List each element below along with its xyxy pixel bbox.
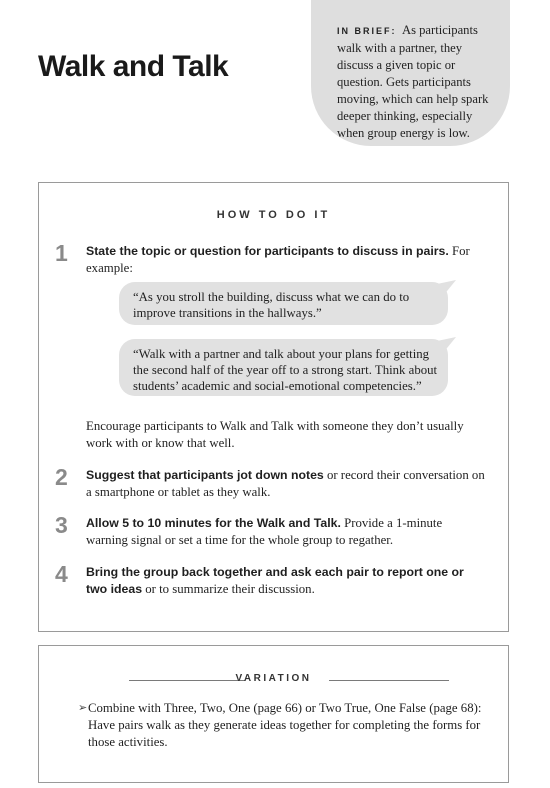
step-text [86, 467, 486, 501]
step-rest: Provide a 1-minute warning signal or set a time for the whole group to regather. [86, 516, 443, 547]
step-lead: Allow 5 to 10 minutes for the Walk and Talk. [86, 516, 341, 530]
step-lead: Suggest that participants jot down notes [86, 468, 324, 482]
example-quote: “As you stroll the building, discuss what we can do to improve transitions in the hallways.” [133, 290, 410, 320]
step-number: 1 [55, 240, 68, 266]
step-text [86, 515, 486, 549]
how-to-heading: HOW TO DO IT [216, 209, 331, 221]
example-quote: “Walk with a partner and talk about your plans for getting the second half of the year off to a strong start. Think about students’ academic and social-emotional competencies.” [133, 347, 438, 393]
in-brief-text: As participants walk with a partner, they discuss a given topic or question. Gets participants moving, which can help spark deeper thinking, especially when group energy is low. [337, 23, 489, 140]
step-text [86, 564, 486, 598]
example-bubble-2 [119, 339, 448, 396]
encourage-text: Encourage participants to Walk and Talk with someone they don’t usually work with or know that well. [86, 419, 464, 450]
variation-box [38, 645, 509, 783]
step-rest: or to summarize their discussion. [145, 582, 315, 596]
in-brief-label: IN BRIEF: [337, 26, 397, 36]
variation-item [78, 700, 488, 751]
variation-text: Combine with Three, Two, One (page 66) or Two True, One False (page 68): Have pairs walk as they generate ideas together for completing the forms for those activities. [88, 701, 482, 749]
speech-tail-icon [437, 280, 457, 300]
step-number: 4 [55, 561, 68, 587]
step-lead: State the topic or question for participants to discuss in pairs. [86, 244, 449, 258]
step-text [86, 243, 486, 277]
step-rest: For example: [86, 244, 470, 275]
in-brief-callout [311, 0, 510, 146]
step-lead: Bring the group back together and ask each pair to report one or two ideas [86, 565, 464, 596]
page-title: Walk and Talk [38, 50, 229, 83]
step-number: 2 [55, 464, 68, 490]
divider [329, 680, 449, 681]
step-number: 3 [55, 512, 68, 538]
how-to-do-it-box [38, 182, 509, 632]
example-bubble-1 [119, 282, 448, 325]
step-rest: or record their conversation on a smartphone or tablet as they walk. [86, 468, 485, 499]
variation-heading: VARIATION [235, 673, 312, 684]
arrow-bullet-icon: ➢ [78, 702, 88, 714]
speech-tail-icon [437, 337, 457, 357]
